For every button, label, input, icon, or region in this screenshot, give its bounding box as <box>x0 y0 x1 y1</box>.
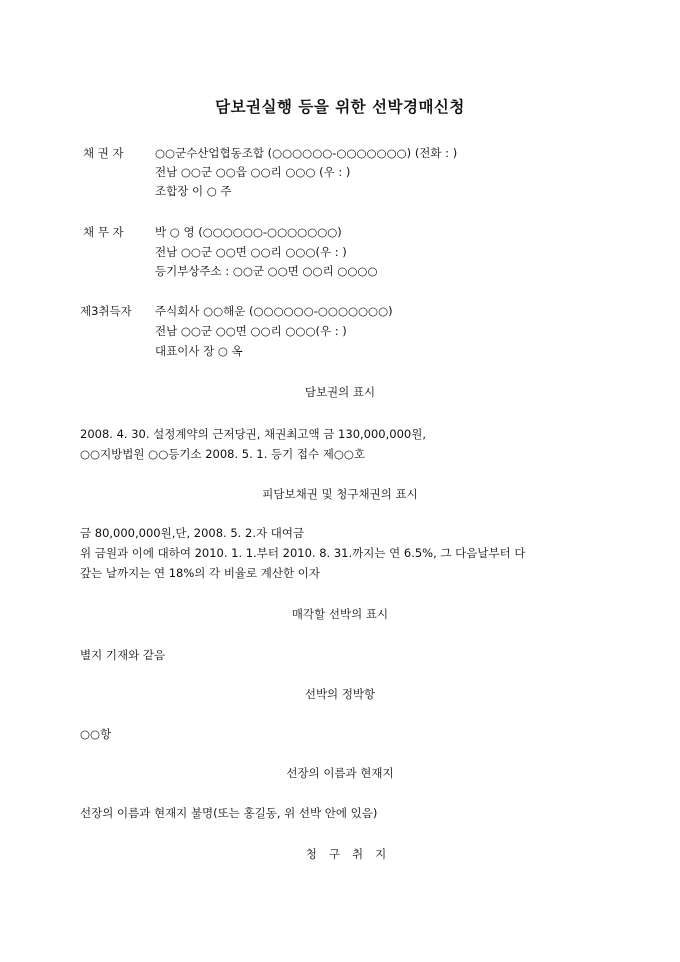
port-line: ○○항 <box>80 727 112 741</box>
port-heading: 선박의 정박항 <box>304 687 376 701</box>
security-line-2: ○○지방법원 ○○등기소 2008. 5. 1. 등기 접수 제○○호 <box>80 447 366 461</box>
claim-line-3: 갚는 날까지는 연 18%의 각 비율로 계산한 이자 <box>80 566 321 580</box>
captain-heading: 선장의 이름과 현재지 <box>286 766 394 780</box>
debtor-label: 채 무 자 <box>83 225 124 239</box>
captain-line: 선장의 이름과 현재지 불명(또는 홍길동, 위 선박 안에 있음) <box>80 806 378 820</box>
ship-heading: 매각할 선박의 표시 <box>291 607 389 621</box>
third-acquirer-line-3: 대표이사 장 ○ 옥 <box>155 344 243 358</box>
third-acquirer-line-2: 전남 ○○군 ○○면 ○○리 ○○○(우 : ) <box>155 324 347 338</box>
ship-line: 별지 기재와 같음 <box>80 648 166 662</box>
security-heading: 담보권의 표시 <box>304 385 376 399</box>
debtor-line-3: 등기부상주소 : ○○군 ○○면 ○○리 ○○○○ <box>155 264 378 278</box>
debtor-line-2: 전남 ○○군 ○○면 ○○리 ○○○(우 : ) <box>155 245 347 259</box>
third-acquirer-line-1: 주식회사 ○○해운 (○○○○○○-○○○○○○○) <box>155 304 393 318</box>
debtor-line-1: 박 ○ 영 (○○○○○○-○○○○○○○) <box>155 225 342 239</box>
creditor-line-3: 조합장 이 ○ 주 <box>155 184 232 198</box>
claim-line-1: 금 80,000,000원,단, 2008. 5. 2.자 대여금 <box>80 526 305 540</box>
claim-heading: 피담보채권 및 청구채권의 표시 <box>262 487 418 501</box>
third-acquirer-label: 제3취득자 <box>80 304 132 318</box>
creditor-line-1: ○○군수산업협동조합 (○○○○○○-○○○○○○○) (전화 : ) <box>155 146 458 160</box>
document-title: 담보권실행 등을 위한 선박경매신청 <box>215 98 465 116</box>
claim-line-2: 위 금원과 이에 대하여 2010. 1. 1.부터 2010. 8. 31.까지는 연 6.5%, 그 다음날부터 다 <box>80 546 526 560</box>
purpose-heading: 청구취지 <box>305 847 399 861</box>
creditor-label: 채 권 자 <box>83 146 124 160</box>
creditor-line-2: 전남 ○○군 ○○읍 ○○리 ○○○ (우 : ) <box>155 165 351 179</box>
security-line-1: 2008. 4. 30. 설정계약의 근저당권, 채권최고액 금 130,000,000원, <box>80 427 426 441</box>
